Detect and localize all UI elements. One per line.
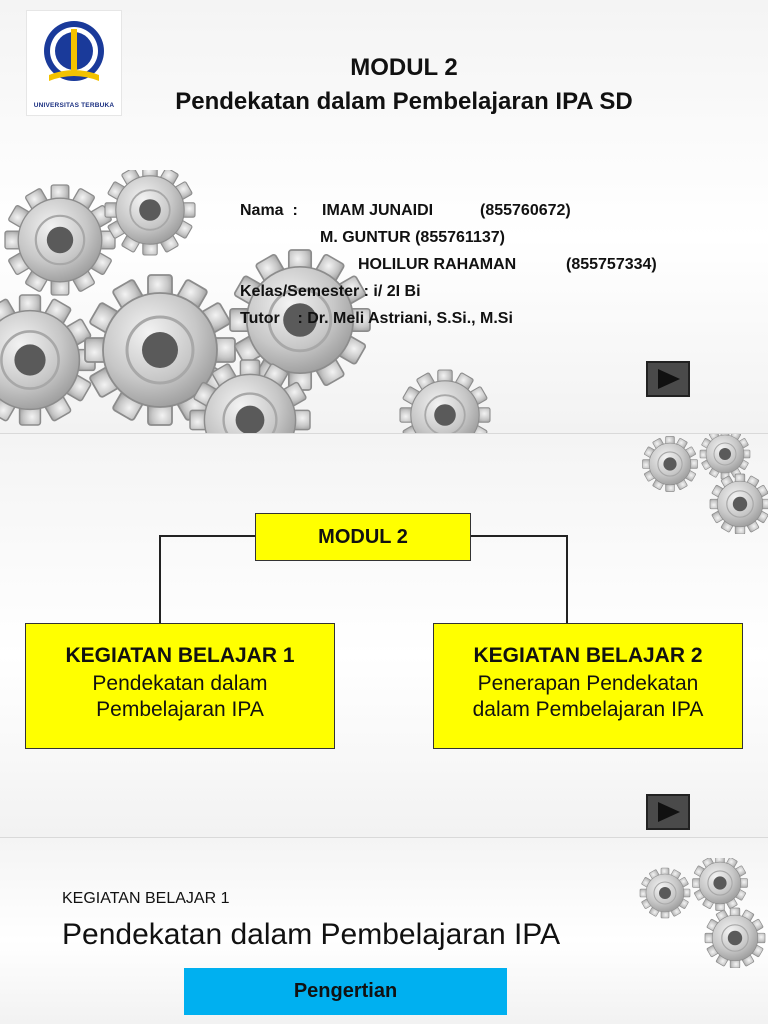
section-title: Pendekatan dalam Pembelajaran IPA (62, 918, 561, 951)
slide-structure (0, 434, 768, 837)
next-slide-button[interactable] (646, 361, 690, 397)
pengertian-button[interactable]: Pengertian (184, 968, 507, 1015)
play-icon (656, 801, 682, 823)
member1-name: IMAM JUNAIDI (322, 202, 434, 219)
kb2-line1: Penerapan Pendekatan (477, 672, 699, 695)
kegiatan-belajar-2-box (433, 623, 743, 749)
connector-right-horizontal (470, 535, 568, 537)
nama-label: Nama : (240, 202, 298, 219)
module-title: MODUL 2 (350, 54, 458, 81)
logo-text: UNIVERSITAS TERBUKA (33, 102, 115, 109)
connector-left-horizontal (160, 535, 256, 537)
next-slide-button[interactable] (646, 794, 690, 830)
connector-left-vertical (159, 535, 161, 623)
kb1-line2: Pembelajaran IPA (96, 698, 264, 721)
kb2-line2: dalam Pembelajaran IPA (472, 698, 704, 721)
modul-root-box: MODUL 2 (255, 513, 471, 561)
slide-kegiatan-belajar-1 (0, 838, 768, 1024)
member3-name: HOLILUR RAHAMAN (358, 256, 517, 273)
tutor: Tutor : Dr. Meli Astriani, S.Si., M.Si (240, 310, 513, 327)
slide-title (0, 0, 768, 433)
member2: M. GUNTUR (855761137) (320, 229, 505, 246)
kb1-heading: KEGIATAN BELAJAR 1 (65, 644, 295, 667)
kegiatan-belajar-1-box (25, 623, 335, 749)
play-icon (656, 368, 682, 390)
module-subtitle: Pendekatan dalam Pembelajaran IPA SD (175, 88, 633, 115)
kb1-line1: Pendekatan dalam (92, 672, 268, 695)
kb2-heading: KEGIATAN BELAJAR 2 (473, 644, 703, 667)
gears-corner-icon (620, 434, 768, 534)
member3-id: (855757334) (566, 256, 657, 273)
section-subtitle: KEGIATAN BELAJAR 1 (62, 890, 230, 907)
member1-id: (855760672) (480, 202, 571, 219)
connector-right-vertical (566, 535, 568, 623)
gears-corner-icon (620, 858, 768, 968)
kelas-semester: Kelas/Semester : i/ 2I Bi (240, 283, 421, 300)
